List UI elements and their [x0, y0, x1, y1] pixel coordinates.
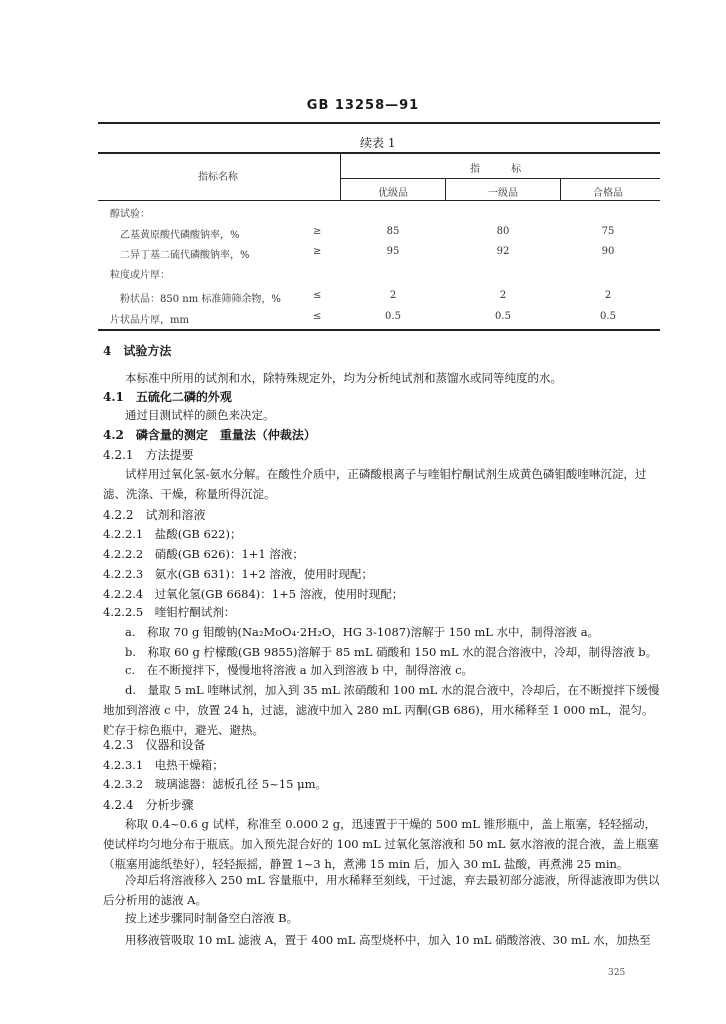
table-row-symbol: ≥: [313, 246, 322, 257]
table-row-label: 乙基黄原酸代磷酸钠率，%: [120, 230, 240, 241]
grade-header: 合格品: [593, 188, 623, 199]
table-cell-value: 0.5: [495, 311, 511, 322]
table-row-label: 粉状品：850 nm 标准筛筛余物，%: [120, 294, 281, 305]
section-text: 本标准中所用的试剂和水，除特殊规定外，均为分析纯试剂和蒸馏水或同等纯度的水。: [125, 371, 562, 385]
table-row-symbol: ≤: [313, 290, 322, 301]
section-text: 试样用过氧化氢-氨水分解。在酸性介质中，正磷酸根离子与喹钼柠酮试剂生成黄色磷钼酸喹啉沉淀，过滤、洗涤、干燥，称量所得沉淀。: [103, 467, 647, 501]
reagent-item: 4.2.2.5 喹钼柠酮试剂：: [103, 605, 236, 619]
table-row-symbol: ≥: [313, 226, 322, 237]
table-row-label: 醇试验：: [110, 209, 150, 220]
table-cell-value: 0.5: [600, 311, 616, 322]
table-cell-value: 2: [389, 290, 397, 301]
table-top-rule: [98, 122, 660, 124]
reagent-subitem: d. 量取 5 mL 喹啉试剂，加入到 35 mL 浓硝酸和 100 mL 水的混合液中，冷却后，在不断搅拌下缓慢地加到溶液 c 中，放置 24 h，过滤，滤液中加入 280 mL 丙酮(GB 686)，用水稀释至 1 000 mL，混匀。贮存于棕色瓶中，避光、避热。: [103, 683, 660, 737]
table-cell-value: 80: [496, 226, 510, 237]
table-cell-value: 2: [499, 290, 507, 301]
table-header-rule: [98, 152, 660, 154]
table-cell-value: 85: [386, 226, 400, 237]
reagent-subitem: b. 称取 60 g 柠檬酸(GB 9855)溶解于 85 mL 硝酸和 150 mL 水的混合溶液中，冷却，制得溶液 b。: [125, 645, 658, 659]
grade-header: 一级品: [488, 188, 518, 199]
table-cell-value: 92: [496, 246, 510, 257]
table-col-group: 指 标: [470, 164, 536, 175]
equipment-item: 4.2.3.2 玻璃滤器：滤板孔径 5~15 μm。: [103, 777, 328, 791]
table-cell-value: 75: [601, 226, 615, 237]
section-heading: 4.2.1 方法提要: [103, 448, 194, 462]
procedure-paragraph: 用移液管吸取 10 mL 滤液 A，置于 400 mL 高型烧杯中，加入 10 mL 硝酸溶液、30 mL 水，加热至: [125, 933, 651, 947]
table-cell-value: 0.5: [385, 311, 401, 322]
table-grade-divider-1: [445, 178, 446, 200]
procedure-paragraph: 按上述步骤同时制备空白溶液 B。: [125, 911, 299, 925]
table-row-label: 粒度或片厚：: [110, 270, 170, 281]
table-bottom-rule: [98, 329, 660, 331]
reagent-item: 4.2.2.2 硝酸(GB 626)：1+1 溶液；: [103, 547, 304, 561]
section-heading: 4 试验方法: [103, 344, 172, 358]
section-heading: 4.2.4 分析步骤: [103, 798, 194, 812]
section-heading: 4.1 五硫化二磷的外观: [103, 390, 232, 404]
table-cell-value: 2: [604, 290, 612, 301]
section-heading: 4.2.3 仪器和设备: [103, 738, 206, 752]
procedure-paragraph: 称取 0.4~0.6 g 试样，称准至 0.000 2 g，迅速置于干燥的 500 mL 锥形瓶中，盖上瓶塞，轻轻摇动，使试样均匀地分布于瓶底。加入预先混合好的 100 mL 过氧化氢溶液和 50 mL 氨水溶液的混合液，盖上瓶塞（瓶塞用滤纸垫好），轻轻振摇，静置 1~3 h，煮沸 15 min 后，加入 30 mL 盐酸，再煮沸 25 min。: [103, 817, 659, 871]
section-text: 通过目测试样的颜色来决定。: [125, 408, 275, 422]
table-row-symbol: ≤: [313, 311, 322, 322]
page-number: 325: [608, 968, 626, 978]
table-col-divider: [340, 152, 341, 200]
table-grade-divider-2: [560, 178, 561, 200]
reagent-item: 4.2.2.4 过氧化氢(GB 6684)：1+5 溶液，使用时现配；: [103, 587, 404, 601]
grade-header: 优级品: [378, 188, 408, 199]
reagent-subitem: c. 在不断搅拌下，慢慢地将溶液 a 加入到溶液 b 中，制得溶液 c。: [125, 663, 474, 677]
equipment-item: 4.2.3.1 电热干燥箱；: [103, 758, 224, 772]
standard-number-header: GB 13258—91: [306, 98, 420, 113]
reagent-subitem: a. 称取 70 g 钼酸钠(Na₂MoO₄·2H₂O，HG 3-1087)溶解于 150 mL 水中，制得溶液 a。: [125, 625, 600, 639]
table-caption: 续表 1: [360, 136, 396, 150]
table-grade-rule: [340, 178, 660, 179]
table-row-label: 片状品片厚，mm: [110, 315, 189, 326]
table-row-label: 二异丁基二硫代磷酸钠率，%: [120, 250, 250, 261]
reagent-item: 4.2.2.1 盐酸(GB 622)；: [103, 527, 242, 541]
table-cell-value: 90: [601, 246, 615, 257]
table-cell-value: 95: [386, 246, 400, 257]
procedure-paragraph: 冷却后将溶液移入 250 mL 容量瓶中，用水稀释至刻线，干过滤，弃去最初部分滤液，所得滤液即为供以后分析用的滤液 A。: [103, 873, 660, 907]
section-heading: 4.2 磷含量的测定 重量法（仲裁法）: [103, 428, 316, 442]
reagent-item: 4.2.2.3 氨水(GB 631)：1+2 溶液，使用时现配；: [103, 567, 373, 581]
table-subheader-rule: [98, 200, 660, 201]
section-heading: 4.2.2 试剂和溶液: [103, 508, 206, 522]
table-col-name: 指标名称: [198, 172, 238, 183]
